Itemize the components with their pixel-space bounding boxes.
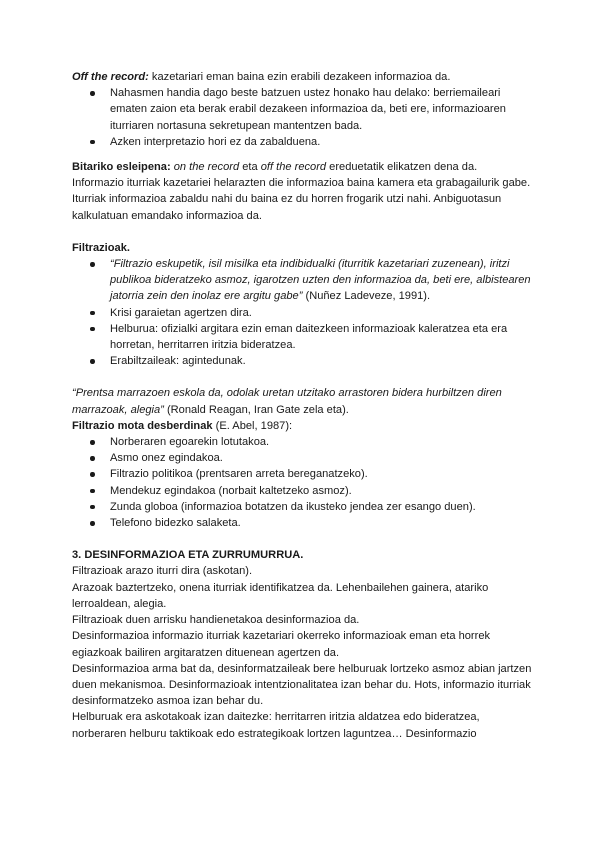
filtrazioak-heading: Filtrazioak. xyxy=(72,241,130,254)
reagan-quote: “Prentsa marrazoen eskola da, odolak uretan utzitako arrastoren bidera hurbiltzen diren marrazoak, alegia” xyxy=(72,387,502,416)
section-3-paragraph: Arazoak baztertzeko, onena iturriak identifikatzea da. Lehenbailehen gainera, atariko lerroaldean, alegia. xyxy=(72,581,489,610)
filtrazioak-list xyxy=(72,256,532,369)
off-record-text: kazetariari eman baina ezin erabili dezakeen informazioa da. xyxy=(148,71,451,83)
bitariko-paragraph xyxy=(72,159,532,224)
reagan-source: (Ronald Reagan, Iran Gate zela eta). xyxy=(163,403,349,416)
section-3-paragraph: Filtrazioak arazo iturri dira (askotan). xyxy=(72,565,253,578)
list-item: Norberaren egoarekin lotutakoa. xyxy=(72,434,532,450)
section-3-paragraph: Helburuak era askotakoak izan daitezke: herritarren iritzia aldatzea edo bideratzea, norberaren helburu taktikoak edo estrategikoak lortzen laguntzea… Desinformazio xyxy=(72,711,480,740)
motak-source: (E. Abel, 1987): xyxy=(212,419,293,432)
bitariko-text: ereduetatik elikatzen dena da. Informazio iturriak kazetariei helarazten die informazioa baina kamera eta grabagailurik gabe. Iturriak informazioa zabaldu nahi du baina ez du horren frogarik utzi nahi. Anbiguotasun kalkulatuan emandako informazioa da. xyxy=(72,161,531,222)
list-item: Filtrazio politikoa (prentsaren arreta bereganatzeko). xyxy=(72,466,532,482)
motak-paragraph xyxy=(72,418,532,434)
off-record-paragraph xyxy=(72,69,532,85)
quote-source: (Nuñez Ladeveze, 1991). xyxy=(302,290,431,303)
list-item: Krisi garaietan agertzen dira. xyxy=(72,305,532,321)
bitariko-term: Bitariko esleipena: xyxy=(72,161,171,174)
section-3-paragraph: Filtrazioak duen arrisku handienetakoa desinformazioa da. xyxy=(72,614,360,627)
section-3-heading: 3. DESINFORMAZIOA ETA ZURRUMURRUA. xyxy=(72,549,304,562)
motak-heading: Filtrazio mota desberdinak xyxy=(72,419,213,432)
off-record-term: Off the record: xyxy=(72,71,149,83)
motak-list xyxy=(72,434,532,531)
list-item: Mendekuz egindakoa (norbait kaltetzeko asmoz). xyxy=(72,483,532,499)
section-3-paragraph: Desinformazioa arma bat da, desinformatzaileak bere helburuak lortzeko asmoz abian jartzen duen mekanismoa. Desinformazioak intentzionalitatea izan behar du. Hots, informazio iturriak desinformatzeko asmoa izan behar du. xyxy=(72,662,532,708)
off-record-term-inline: off the record xyxy=(260,161,327,174)
bitariko-text: eta xyxy=(239,161,261,174)
list-item: Zunda globoa (informazioa botatzen da ikusteko jendea zer esango duen). xyxy=(72,499,532,515)
list-item: Azken interpretazio hori ez da zabalduena. xyxy=(72,134,532,150)
list-item: Asmo onez egindakoa. xyxy=(72,450,532,466)
section-3-paragraph: Desinformazioa informazio iturriak kazetariari okerreko informazioak eman eta horrek egiazkoak bailiren argitaratzen dituenean agertzen da. xyxy=(72,630,491,659)
list-item: Telefono bidezko salaketa. xyxy=(72,515,532,531)
off-record-list xyxy=(72,85,532,150)
reagan-quote-paragraph xyxy=(72,385,532,417)
on-record-term: on the record xyxy=(173,161,240,174)
list-item: Erabiltzaileak: agintedunak. xyxy=(72,353,532,369)
list-item: Nahasmen handia dago beste batzuen ustez honako hau delako: berriemaileari ematen zaion eta berak erabil dezakeen informazioa da, beti ere, informazioaren iturriaren nortasuna sekretupean mantentzen bada. xyxy=(72,85,532,134)
list-item xyxy=(72,256,532,305)
filtrazio-quote: “Filtrazio eskupetik, isil misilka eta indibidualki (iturritik kazetariari zuzenean), iritzi publikoa bideratzeko asmoz, igarotzen uzten den informazioa da, beti ere, albistearen jatorria zein den inolaz ere argitu gabe” xyxy=(110,258,531,303)
document-page xyxy=(72,69,532,742)
list-item: Helburua: ofizialki argitara ezin eman daitezkeen informazioak kaleratzea eta era horretan, herritarren iritzia bideratzea. xyxy=(72,321,532,353)
